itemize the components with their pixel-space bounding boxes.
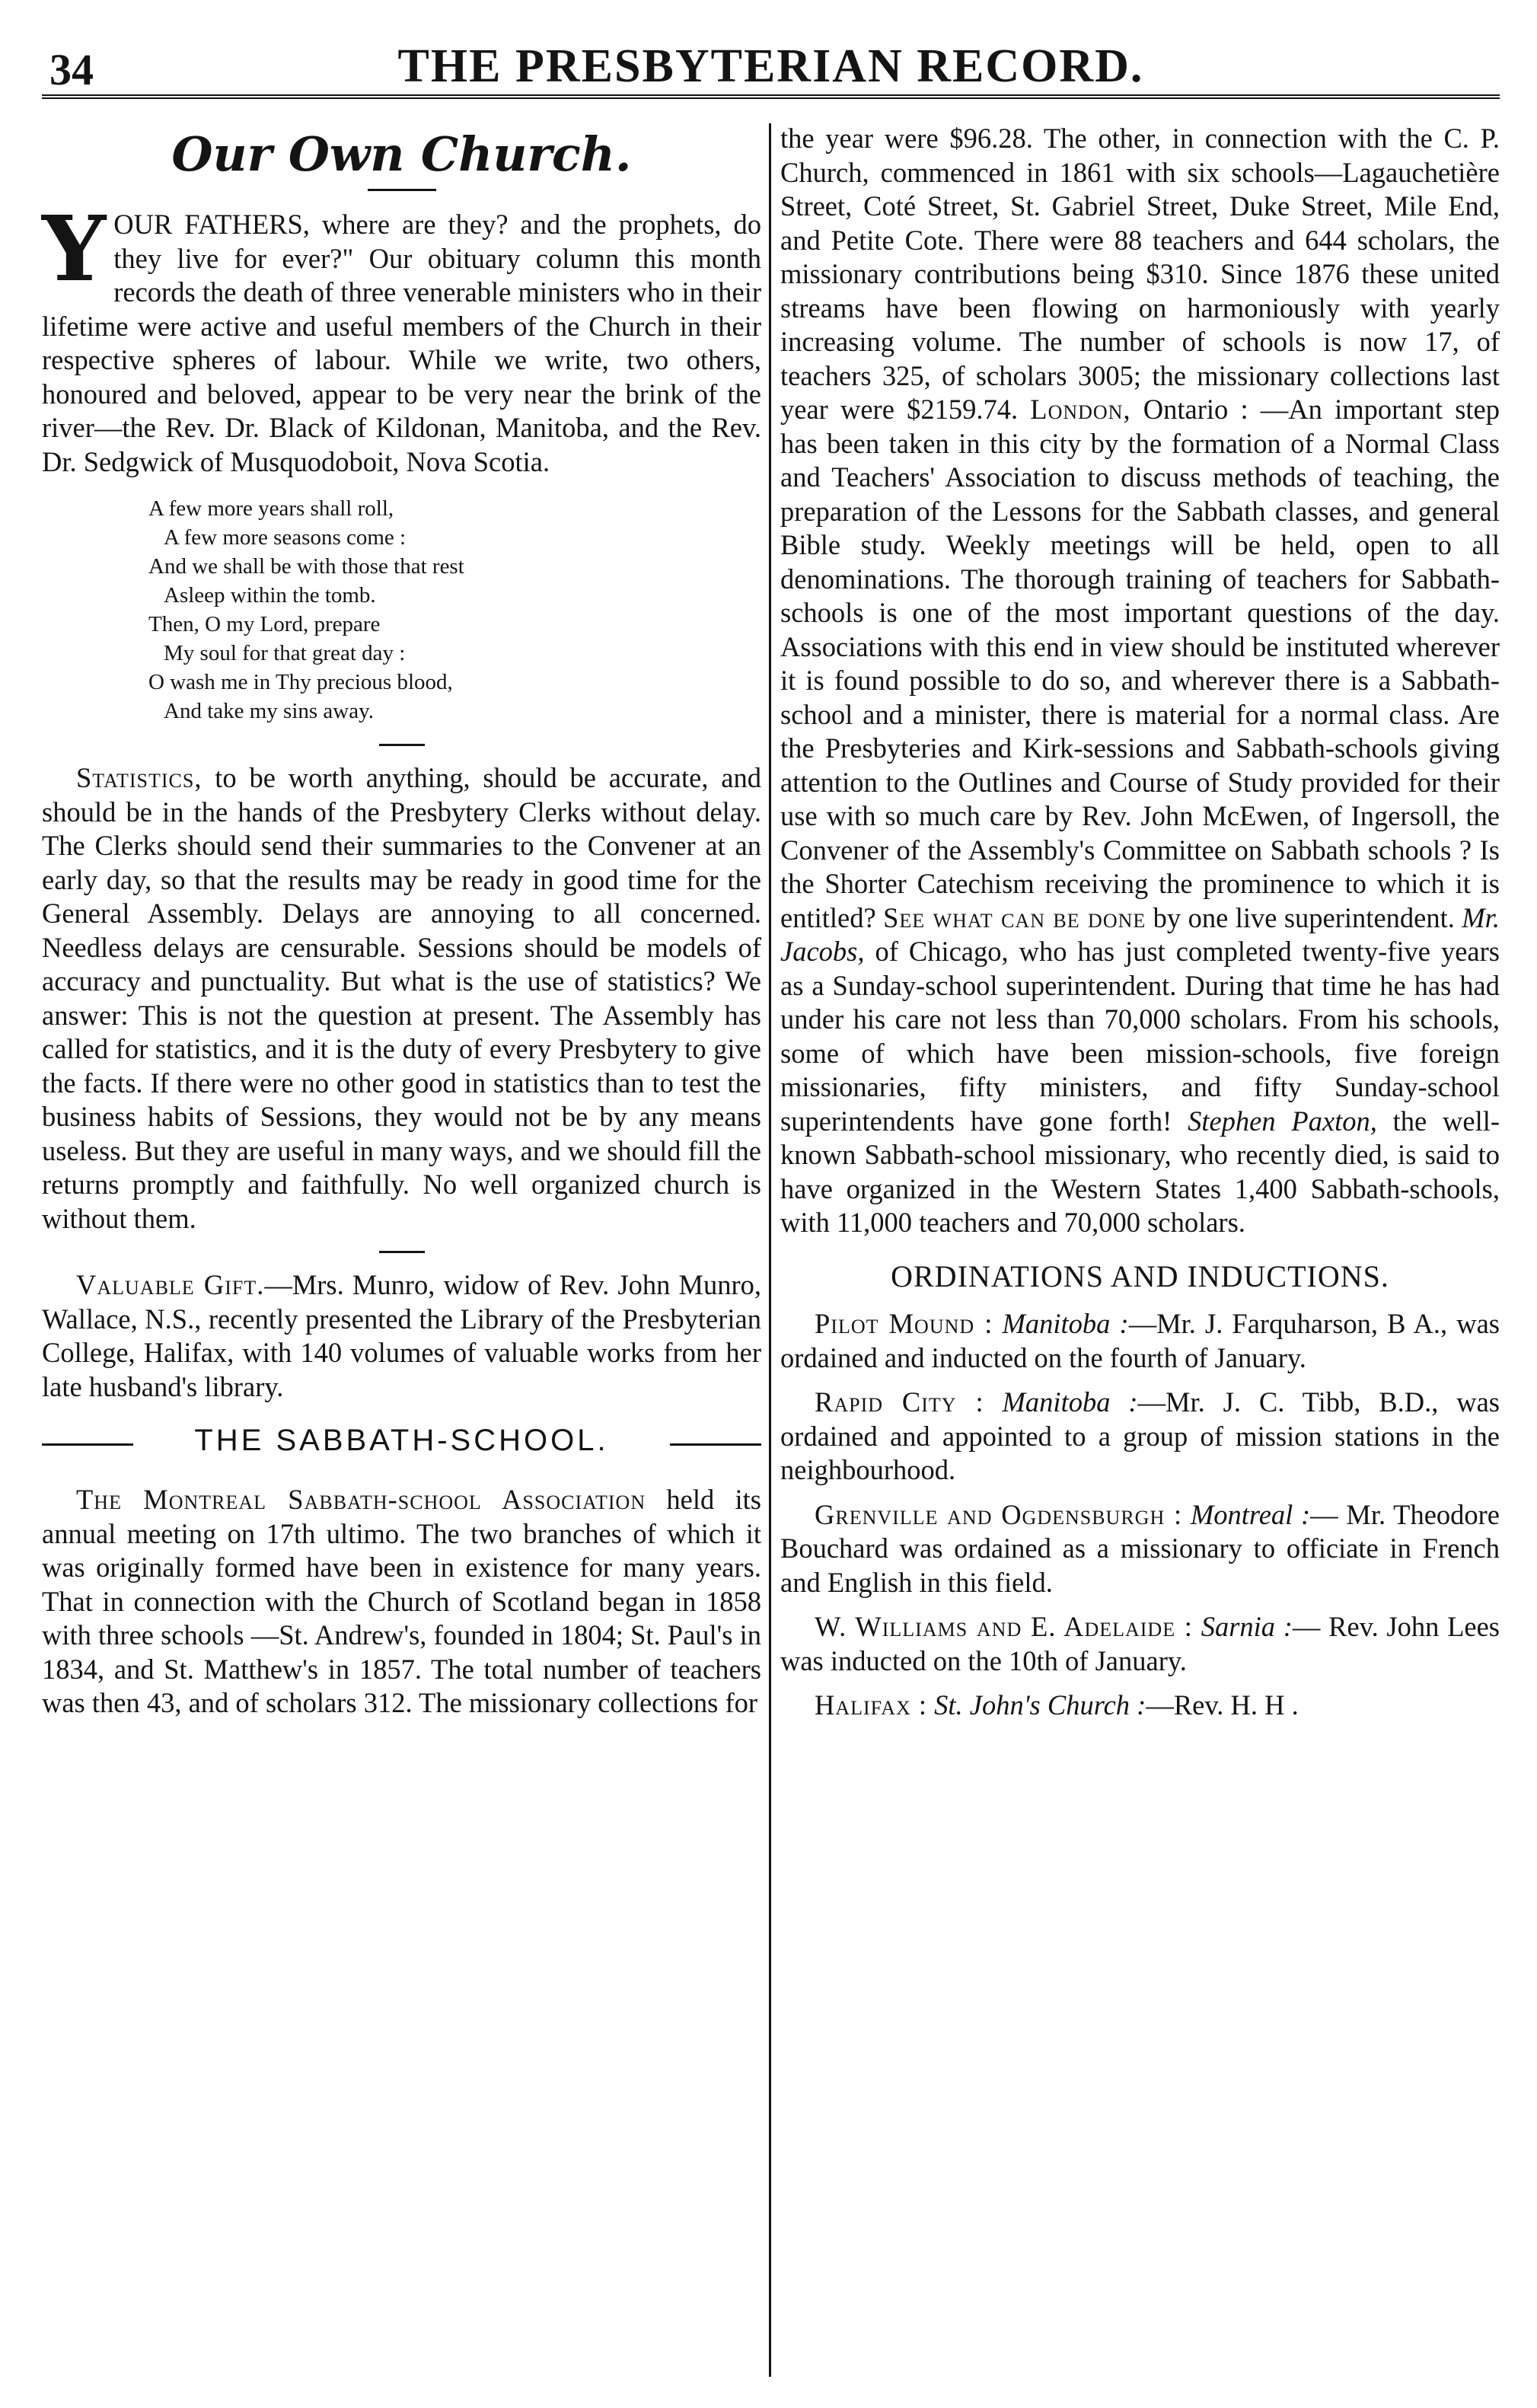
- ordination-presbytery: Manitoba :: [1002, 1308, 1129, 1339]
- ordination-place: Rapid City :: [815, 1386, 984, 1418]
- heading-dash: [42, 1443, 133, 1446]
- poem-line: And take my sins away.: [164, 699, 374, 723]
- ordination-place: Pilot Mound :: [815, 1308, 993, 1339]
- poem-line: And we shall be with those that rest: [148, 554, 464, 579]
- ordination-place: Grenville and Ogdensburgh :: [815, 1498, 1183, 1530]
- column-rule: [769, 123, 771, 2377]
- left-column: [42, 122, 761, 1721]
- title-rule: [368, 189, 436, 191]
- running-head: [42, 29, 1500, 94]
- ordination-text: — Mr. Theodore Bouchard was ordained as a missionary to officiate in French and English in this field.: [780, 1498, 1500, 1598]
- ordinations-heading: ORDINATIONS AND INDUCTIONS.: [891, 1258, 1389, 1293]
- ordination-entry: [780, 1498, 1500, 1600]
- montreal-continued: [780, 122, 1500, 1240]
- spacer: [780, 1375, 1500, 1386]
- separator: [379, 744, 425, 746]
- paxton-name: Stephen Paxton,: [1188, 1105, 1377, 1137]
- intro-text: OUR FATHERS, where are they? and the prophets, do they live for ever?" Our obituary column this month records the death of three venerable ministers who in their lifetime were active and useful members of the Church in their respective spheres of labour. While we write, two others, honoured and beloved, appear to be very near the brink of the river—the Rev. Dr. Black of Kildonan, Manitoba, and the Rev. Dr. Sedgwick of Musquodoboit, Nova Scotia.: [42, 209, 761, 477]
- london-place: Ontario :: [1130, 394, 1248, 425]
- hymn-verse: [148, 494, 761, 726]
- ordination-text: —Mr. J. Farquharson, B A., was ordained and inducted on the fourth of January.: [780, 1308, 1500, 1373]
- ordination-presbytery: Montreal :: [1190, 1498, 1311, 1530]
- separator: [379, 1251, 425, 1253]
- ordination-presbytery: Sarnia :: [1201, 1611, 1293, 1642]
- ordination-place: Halifax :: [815, 1689, 928, 1721]
- see-what-can-be-done: See what can be done: [883, 901, 1146, 933]
- spacer: [780, 1599, 1500, 1610]
- poem-line: A few more seasons come :: [164, 525, 407, 550]
- london-text: —An important step has been taken in this city by the formation of a Normal Class and Teachers' Association to discuss methods of teaching, the preparation of the Lessons for the Sabbath classes, and general Bible study. Weekly meetings will be held, open to all denominations. The thorough training of teachers for Sabbath-schools is one of the most important questions of the day. Associations with this end in view should be instituted wherever it is found possible to do so, and wherever there is a Sabbath-school and a minister, there is material for a normal class. Are the Presbyteries and Kirk-sessions and Sabbath-schools giving attention to the Outlines and Course of Study provided for their use with so much care by Rev. John McEwen, of Ingersoll, the Convener of the Assembly's Committee on Sabbath schools ? Is the Shorter Catechism receiving the prominence to which it is entitled?: [780, 394, 1500, 933]
- gift-paragraph: [42, 1268, 761, 1404]
- montreal-text: held its annual meeting on 17th ultimo. The two branches of which it was originally formed have been in existence for many years. That in connection with the Church of Scotland began in 1858 with three schools —St. Andrew's, founded in 1804; St. Paul's in 1834, and St. Matthew's in 1857. The total number of teachers was then 43, and of scholars 312. The missionary collections for: [42, 1484, 762, 1718]
- jacobs-text: of Chicago, who has just completed twenty-five years as a Sunday-school superintendent. During that time he has had under his care not less than 70,000 scholars. From his schools, some of which have been mission-schools, five foreign missionaries, fifty ministers, and fifty Sunday-school superintendents have gone forth!: [780, 936, 1500, 1137]
- ordination-entry: [780, 1689, 1500, 1723]
- montreal-lead: The Montreal Sabbath-school Association: [76, 1484, 646, 1515]
- right-column: [780, 122, 1500, 1723]
- ordination-text: —Mr. J. C. Tibb, B.D., was ordained and appointed to a group of mission stations in the neighbourhood.: [780, 1386, 1500, 1485]
- heading-dash: [670, 1443, 761, 1446]
- live-text: by one live superintendent.: [1146, 901, 1462, 933]
- ordination-entry: [780, 1386, 1500, 1488]
- poem-line: Then, O my Lord, prepare: [148, 612, 381, 636]
- page-number: 34: [49, 45, 94, 94]
- poem-line: My soul for that great day :: [164, 641, 406, 665]
- ordination-text: —Rev. H. H .: [1146, 1689, 1299, 1721]
- poem-line: O wash me in Thy precious blood,: [148, 670, 453, 694]
- jacobs-name: Mr. Jacobs,: [780, 901, 1500, 967]
- ordination-presbytery: St. John's Church :: [934, 1689, 1146, 1721]
- london-lead: London,: [1030, 394, 1131, 425]
- ordination-presbytery: Manitoba :: [1002, 1386, 1138, 1418]
- gift-lead: Valuable Gift.: [76, 1269, 265, 1300]
- journal-title: THE PRESBYTERIAN RECORD.: [397, 40, 1144, 92]
- intro-paragraph: [42, 196, 761, 479]
- montreal-cont-text: the year were $96.28. The other, in connection with the C. P. Church, commenced in 1861 with six schools—Lagauchetière Street, Coté Street, St. Gabriel Street, Duke Street, Mile End, and Petite Cote. There were 88 teachers and 644 scholars, the missionary contributions being $310. Since 1876 these united streams have been flowing on harmoniously with yearly increasing volume. The number of schools is now 17, of teachers 325, of scholars 3005; the missionary collections last year were $2159.74.: [780, 123, 1500, 425]
- header-rule: [42, 94, 1500, 99]
- statistics-lead: Statistics,: [76, 762, 202, 793]
- statistics-paragraph: [42, 761, 761, 1236]
- spacer: [780, 1678, 1500, 1689]
- paxton-text: the well-known Sabbath-school missionary, who recently died, is said to have organized in the Western States 1,400 Sabbath-schools, with 11,000 teachers and 70,000 scholars.: [780, 1105, 1500, 1238]
- sabbath-school-title: THE SABBATH-SCHOOL.: [185, 1424, 617, 1458]
- ordination-place: W. Williams and E. Adelaide :: [815, 1611, 1193, 1642]
- ordination-text: — Rev. John Lees was inducted on the 10th of January.: [780, 1611, 1500, 1676]
- sabbath-school-heading: [42, 1424, 761, 1465]
- poem-line: A few more years shall roll,: [148, 496, 394, 521]
- gift-text: —Mrs. Munro, widow of Rev. John Munro, Wallace, N.S., recently presented the Library of the Presbyterian College, Halifax, with 140 volumes of valuable works from her late husband's library.: [42, 1269, 761, 1402]
- ordination-entry: [780, 1610, 1500, 1678]
- spacer: [780, 1488, 1500, 1498]
- poem-line: Asleep within the tomb.: [164, 583, 376, 608]
- statistics-text: to be worth anything, should be accurate, and should be in the hands of the Presbytery Clerks without delay. The Clerks should send their summaries to the Convener at an early day, so that the results may be ready in good time for the General Assembly. Delays are annoying to all concerned. Needless delays are censurable. Sessions should be models of accuracy and punctuality. But what is the use of statistics? We answer: This is not the question at present. The Assembly has called for statistics, and it is the duty of every Presbytery to give the facts. If there were no other good in statistics than to test the business habits of Sessions, they would not be by any means useless. But they are useful in many ways, and we should fill the returns promptly and faithfully. No well organized church is without them.: [42, 762, 761, 1234]
- section-title-our-own-church: Our Own Church.: [171, 126, 632, 182]
- montreal-paragraph: [42, 1483, 761, 1721]
- ordination-entry: [780, 1307, 1500, 1375]
- drop-cap: Y: [42, 196, 107, 301]
